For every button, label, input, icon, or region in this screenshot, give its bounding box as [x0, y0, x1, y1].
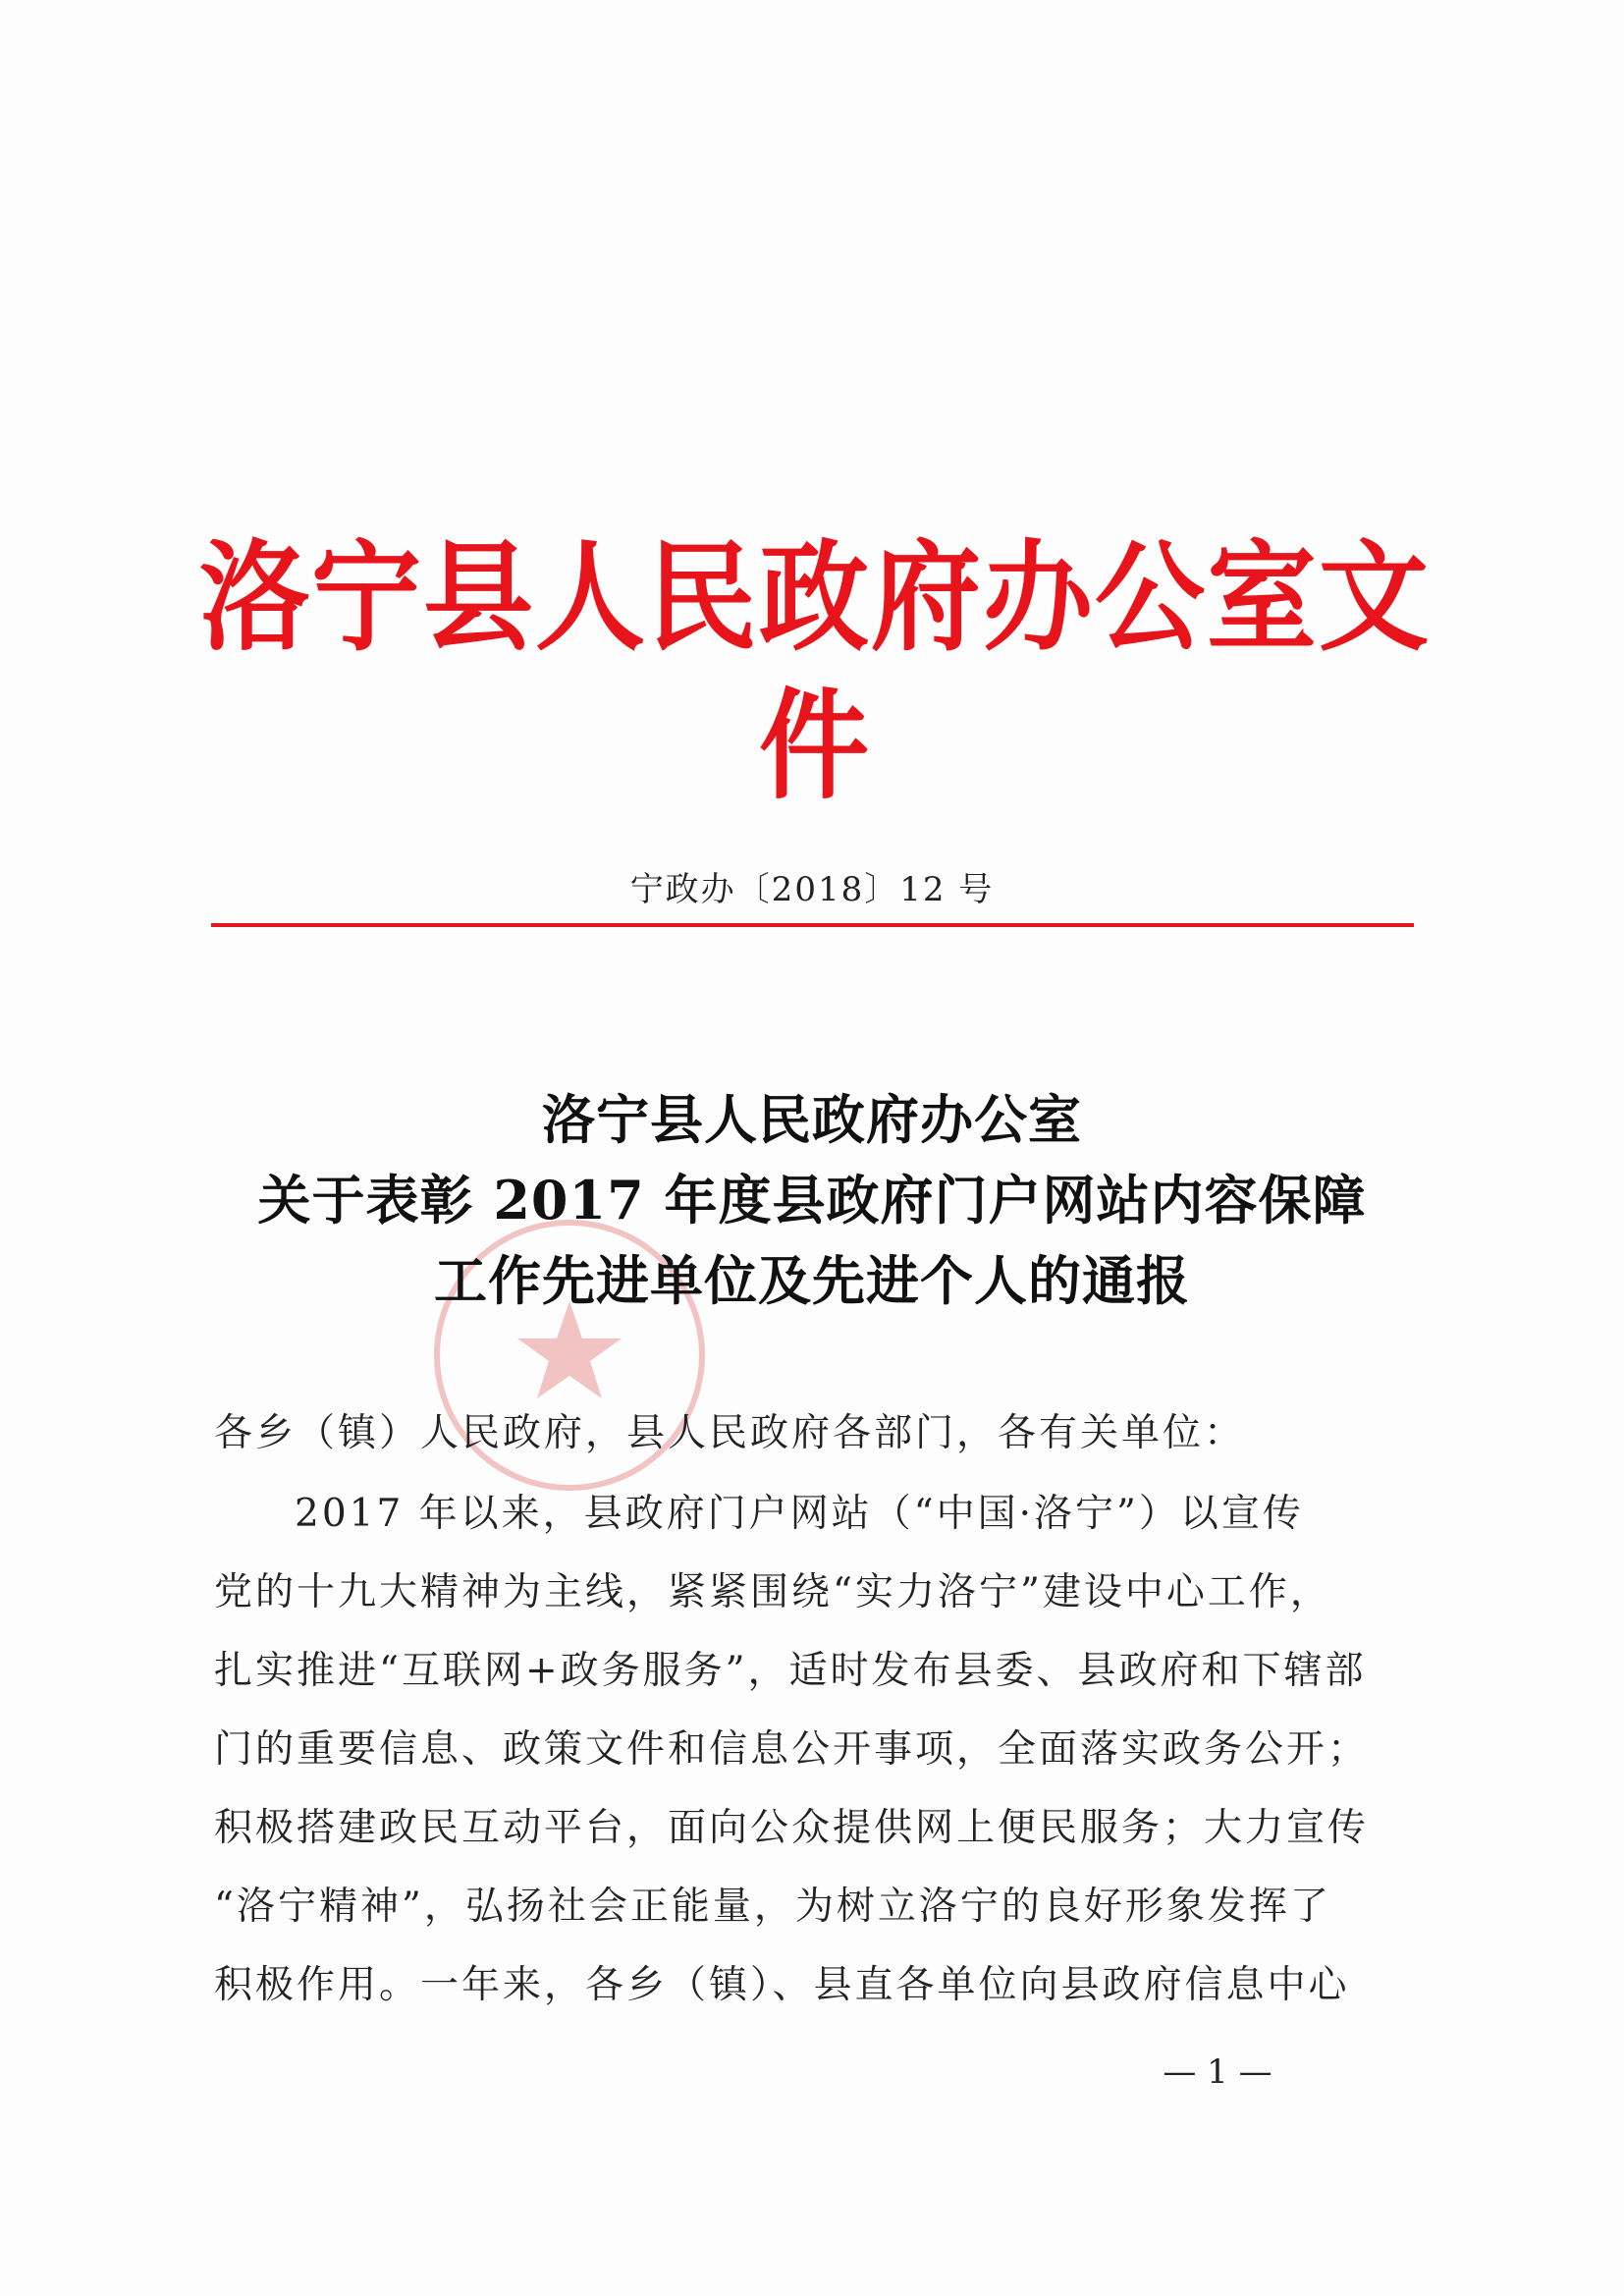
salutation: 各乡（镇）人民政府，县人民政府各部门，各有关单位：	[214, 1411, 1246, 1455]
body-line: 2017 年以来，县政府门户网站（“中国·洛宁”）以宣传	[295, 1492, 1304, 1536]
body-line: 党的十九大精神为主线，紧紧围绕“实力洛宁”建设中心工作，	[214, 1570, 1331, 1614]
document-number: 宁政办〔2018〕12 号	[629, 870, 995, 909]
page-number: — 1 —	[1163, 2052, 1272, 2092]
body-line: 扎实推进“互联网+政务服务”，适时发布县委、县政府和下辖部	[214, 1649, 1367, 1693]
body-line: 门的重要信息、政策文件和信息公开事项，全面落实政务公开；	[214, 1727, 1370, 1772]
red-divider-line	[211, 923, 1414, 927]
document-title-line-2: 关于表彰 2017 年度县政府门户网站内容保障	[257, 1169, 1367, 1231]
body-line: “洛宁精神”，弘扬社会正能量，为树立洛宁的良好形象发挥了	[214, 1885, 1331, 1929]
body-line: 积极作用。一年来，各乡（镇）、县直各单位向县政府信息中心	[214, 1963, 1350, 2007]
document-masthead: 洛宁县人民政府办公室文件	[199, 529, 1431, 816]
document-title-line-1: 洛宁县人民政府办公室	[542, 1088, 1082, 1151]
document-title-line-3: 工作先进单位及先进个人的通报	[434, 1249, 1190, 1312]
body-line: 积极搭建政民互动平台，面向公众提供网上便民服务；大力宣传	[214, 1806, 1370, 1850]
